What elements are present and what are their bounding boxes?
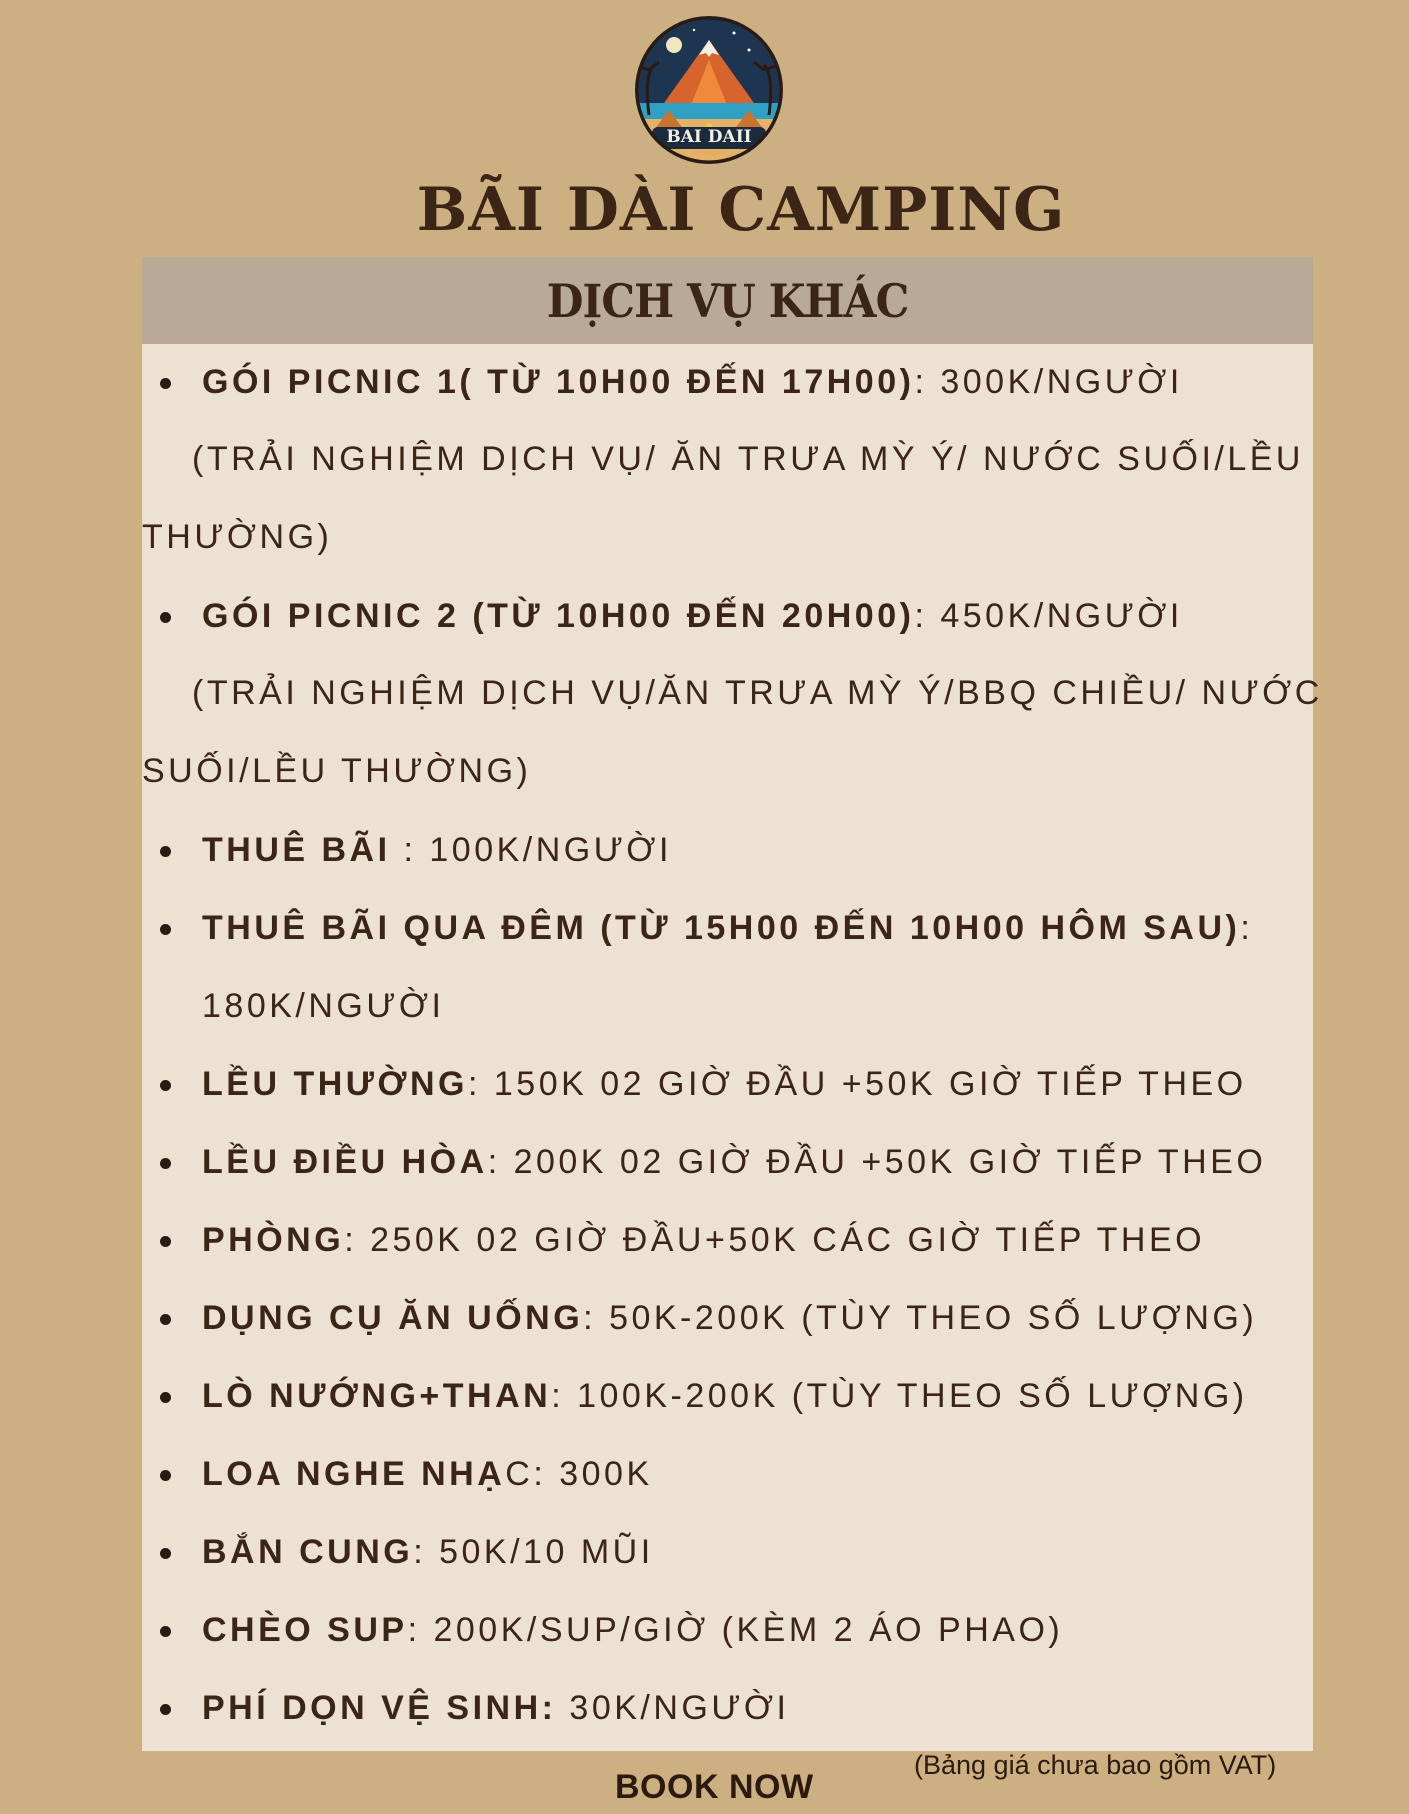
bullet-icon (160, 1314, 171, 1325)
bullet-icon (160, 1080, 171, 1091)
service-line (202, 596, 1183, 636)
service-price: : 100K-200K (TÙY THEO SỐ LƯỢNG) (551, 1377, 1248, 1415)
service-name: THUÊ BÃI QUA ĐÊM (TỪ 15H00 ĐẾN 10H00 HÔM SAU) (202, 909, 1241, 947)
service-price: 30K/NGƯỜI (556, 1689, 790, 1727)
bullet-icon (160, 846, 171, 857)
service-name: BẮN CUNG (202, 1533, 414, 1571)
bullet-icon (160, 1548, 171, 1559)
services-panel (142, 257, 1323, 1751)
service-price: : 200K/SUP/GIỜ (KÈM 2 ÁO PHAO) (407, 1611, 1064, 1649)
service-name: GÓI PICNIC 2 (TỪ 10H00 ĐẾN 20H00) (202, 597, 915, 635)
bullet-icon (160, 1158, 171, 1169)
service-name: CHÈO SUP (202, 1611, 408, 1649)
service-price: : 200K 02 GIỜ ĐẦU +50K GIỜ TIẾP THEO (487, 1143, 1267, 1181)
bullet-icon (160, 1392, 171, 1403)
service-line (202, 1220, 1205, 1260)
panel-header (142, 257, 1313, 344)
service-line (202, 1376, 1248, 1416)
service-name: DỤNG CỤ ĂN UỐNG (202, 1299, 584, 1337)
service-price: : 100K/NGƯỜI (390, 831, 672, 869)
service-price: : 150K 02 GIỜ ĐẦU +50K GIỜ TIẾP THEO (467, 1065, 1247, 1103)
service-line (202, 1688, 790, 1728)
service-name: THUÊ BÃI (202, 831, 391, 869)
service-price: : 250K 02 GIỜ ĐẦU+50K CÁC GIỜ TIẾP THEO (344, 1221, 1206, 1259)
service-line (202, 1610, 1063, 1650)
service-detail-continued: SUỐI/LỀU THƯỜNG) (142, 752, 532, 790)
service-price: : 450K/NGƯỜI (914, 597, 1183, 635)
bullet-icon (160, 612, 171, 623)
service-detail-continued: THƯỜNG) (142, 518, 333, 556)
service-line (202, 1064, 1247, 1104)
logo-text: BAI DAII (666, 127, 752, 147)
service-line (202, 362, 1183, 402)
bullet-icon (160, 924, 171, 935)
service-name: LOA NGHE NHẠ (202, 1455, 506, 1493)
vat-note: (Bảng giá chưa bao gồm VAT) (914, 1750, 1277, 1780)
service-line (202, 1454, 653, 1494)
bullet-icon (160, 1236, 171, 1247)
bullet-icon (160, 1470, 171, 1481)
service-name: PHÍ DỌN VỆ SINH: (202, 1689, 557, 1727)
service-line (202, 1298, 1257, 1338)
service-name: LỀU ĐIỀU HÒA (202, 1143, 488, 1181)
service-price: : 50K/10 MŨI (413, 1533, 654, 1571)
service-name: LỀU THƯỜNG (202, 1065, 468, 1103)
service-line (202, 1532, 654, 1572)
logo-subtext: CAMPING (692, 150, 726, 157)
panel-title: DỊCH VỤ KHÁC (546, 273, 909, 328)
book-now-button[interactable]: BOOK NOW (615, 1768, 814, 1806)
service-name: LÒ NƯỚNG+THAN (202, 1377, 552, 1415)
bai-dai-camping-logo (634, 15, 784, 165)
bullet-icon (160, 1626, 171, 1637)
service-price: C: 300K (505, 1455, 653, 1493)
service-detail: (TRẢI NGHIỆM DỊCH VỤ/ ĂN TRƯA MỲ Ý/ NƯỚC SUỐI/LỀU (192, 440, 1304, 478)
service-name: GÓI PICNIC 1( TỪ 10H00 ĐẾN 17H00) (202, 363, 915, 401)
brand-title: BÃI DÀI CAMPING (416, 175, 1066, 245)
service-price: : (1240, 909, 1254, 947)
service-detail: (TRẢI NGHIỆM DỊCH VỤ/ĂN TRƯA MỲ Ý/BBQ CHIỀU/ NƯỚC (192, 674, 1323, 712)
service-name: PHÒNG (202, 1221, 345, 1259)
service-line (202, 1142, 1266, 1182)
bullet-icon (160, 1704, 171, 1715)
service-price: : 300K/NGƯỜI (914, 363, 1183, 401)
service-line (202, 830, 672, 870)
service-detail: 180K/NGƯỜI (202, 987, 445, 1025)
service-price: : 50K-200K (TÙY THEO SỐ LƯỢNG) (583, 1299, 1258, 1337)
bullet-icon (160, 378, 171, 389)
service-line (202, 908, 1253, 948)
